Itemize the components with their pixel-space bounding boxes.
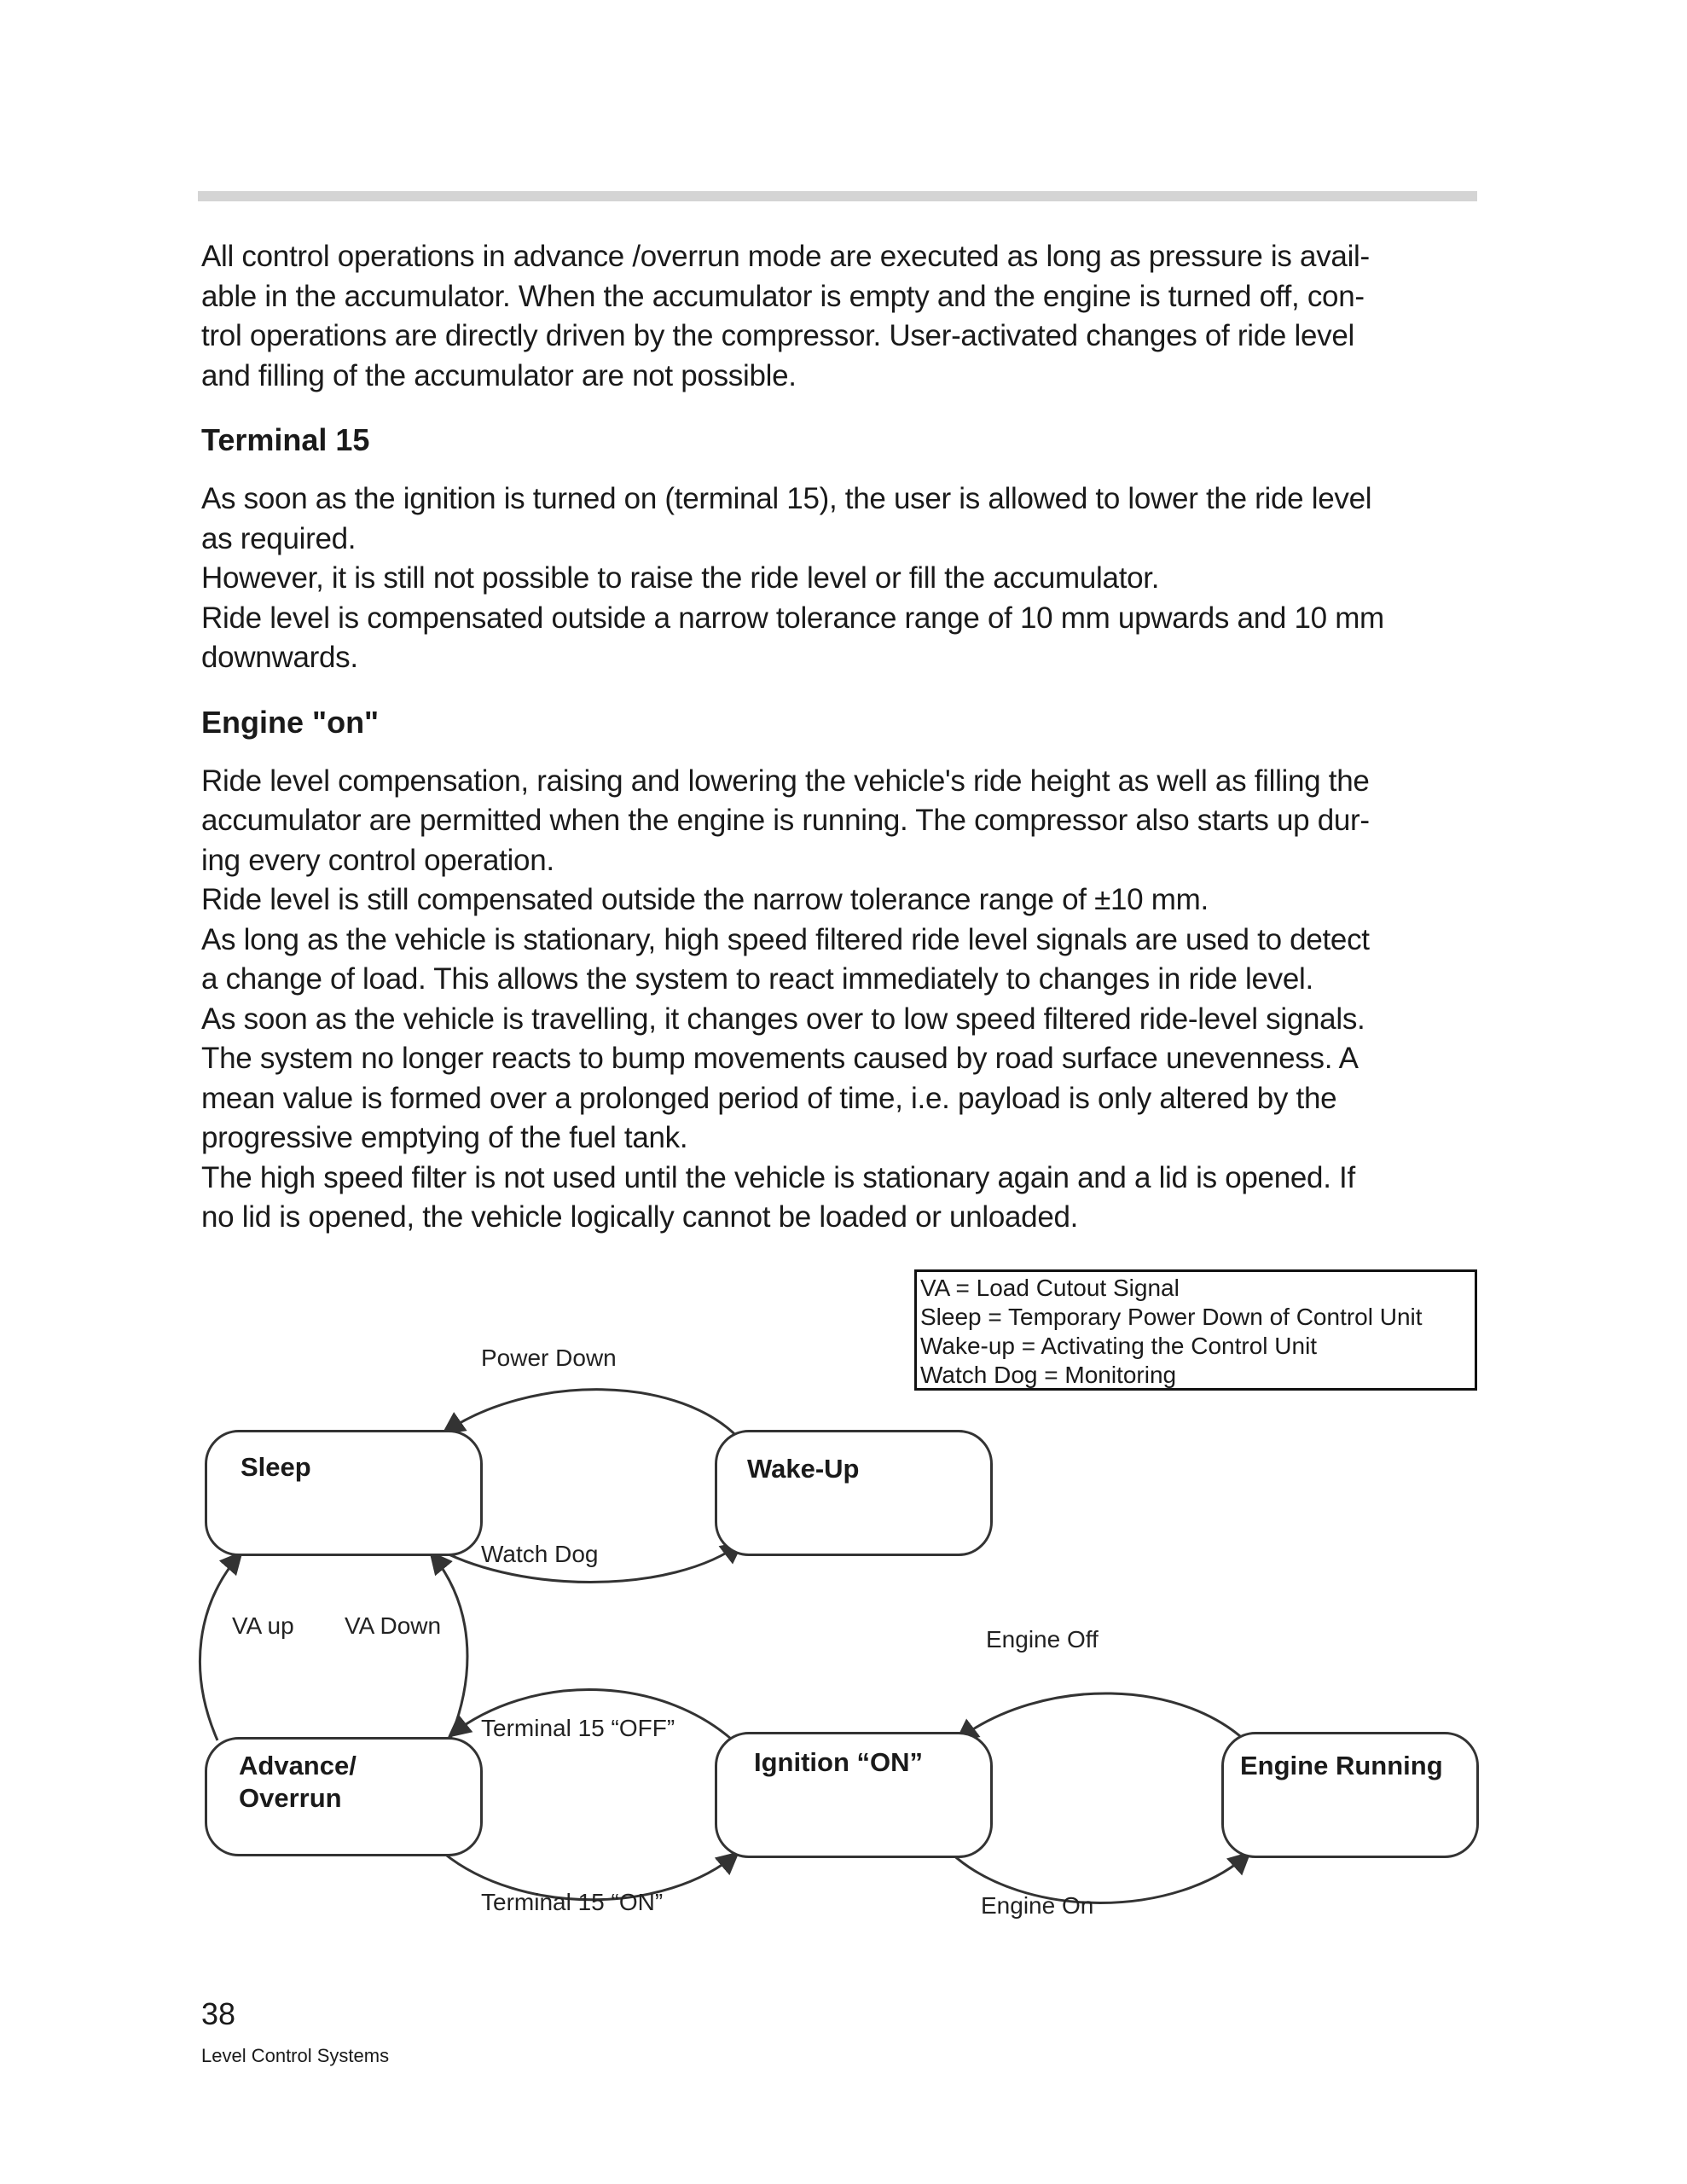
- label-power-down: Power Down: [481, 1345, 617, 1371]
- page-number: 38: [201, 1996, 236, 2031]
- legend-item-sleep: Sleep = Temporary Power Down of Control Unit: [920, 1304, 1423, 1330]
- arrow-engine-off: [957, 1693, 1254, 1749]
- arrow-power-down: [443, 1390, 742, 1442]
- label-watch-dog: Watch Dog: [481, 1541, 599, 1567]
- state-engine-running-label: Engine Running: [1240, 1751, 1443, 1780]
- label-engine-on: Engine On: [981, 1892, 1094, 1919]
- state-wake-up: [715, 1430, 993, 1556]
- state-advance-overrun-label-line1: Advance/: [239, 1751, 357, 1780]
- state-ignition-on-label: Ignition “ON”: [754, 1747, 924, 1777]
- paragraph-advance-overrun: All control operations in advance /overrun mode are executed as long as pressure is avail- able in the accumulator. When the accumulator is empty and the engine is turned off, con- trol operations are directly driven by the compressor. User-activated changes of ride level and filling of the accumulator are not possible.: [201, 240, 1370, 392]
- legend-item-watch-dog: Watch Dog = Monitoring: [920, 1362, 1177, 1388]
- state-sleep-label: Sleep: [241, 1452, 311, 1482]
- heading-terminal-15: Terminal 15: [201, 422, 370, 457]
- label-engine-off: Engine Off: [986, 1626, 1099, 1653]
- paragraph-terminal-15: As soon as the ignition is turned on (terminal 15), the user is allowed to lower the ride level as required. However, it is still not possible to raise the ride level or fill the accumulator. Ride level is compensated outside a narrow tolerance range of 10 mm upwards and 10 mm downwards.: [201, 482, 1384, 674]
- state-advance-overrun-label-line2: Overrun: [239, 1783, 342, 1813]
- arrow-va-up: [200, 1553, 241, 1740]
- state-wake-up-label: Wake-Up: [747, 1454, 860, 1484]
- label-va-up: VA up: [232, 1612, 294, 1639]
- paragraph-engine-on: Ride level compensation, raising and lowering the vehicle's ride height as well as filling the accumulator are permitted when the engine is running. The compressor also starts up dur- ing every control operation. Ride level is still compensated outside the narrow tolerance range of ±10 mm. As long as the vehicle is stationary, high speed filtered ride level signals are used to detect a change of load. This allows the system to react immediately to changes in ride level. As soon as the vehicle is travelling, it changes over to low speed filtered ride-level signals. The system no longer reacts to bump movements caused by road surface unevenness. A mean value is formed over a prolonged period of time, i.e. payload is only altered by the progressive emptying of the fuel tank. The high speed filter is not used until the vehicle is stationary again and a lid is opened. If no lid is opened, the vehicle logically cannot be loaded or unloaded.: [201, 764, 1370, 1234]
- heading-engine-on: Engine "on": [201, 704, 380, 740]
- state-sleep: [205, 1430, 483, 1556]
- arrow-va-down: [431, 1553, 467, 1740]
- legend-item-wake-up: Wake-up = Activating the Control Unit: [920, 1333, 1318, 1359]
- label-terminal15-on: Terminal 15 “ON”: [481, 1889, 664, 1915]
- label-va-down: VA Down: [345, 1612, 442, 1639]
- legend-item-va: VA = Load Cutout Signal: [920, 1275, 1180, 1301]
- footer-title: Level Control Systems: [201, 2045, 390, 2066]
- label-terminal15-off: Terminal 15 “OFF”: [481, 1715, 675, 1741]
